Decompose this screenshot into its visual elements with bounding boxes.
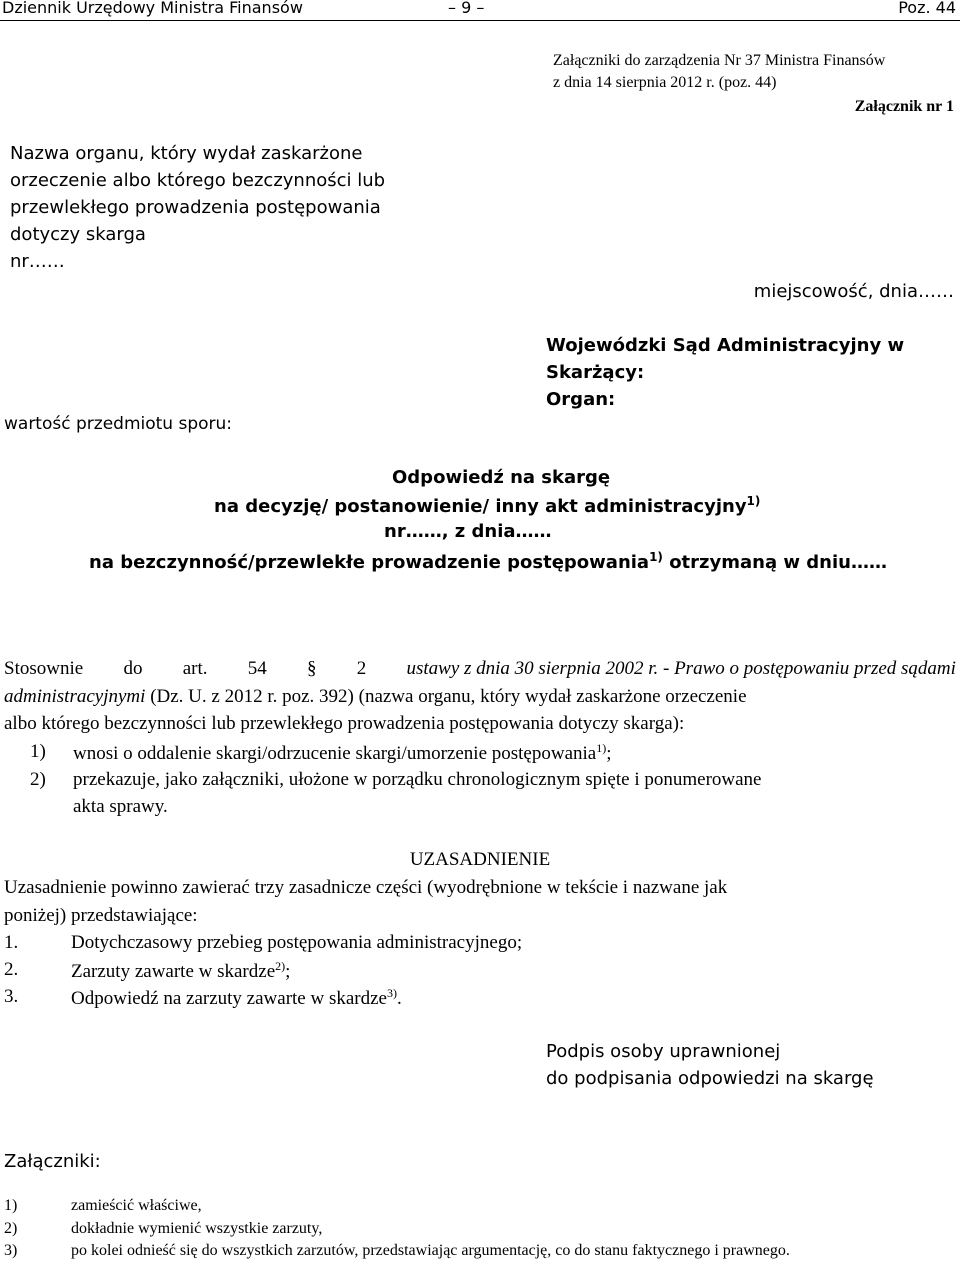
item1-footnote-ref: 1) (596, 741, 607, 755)
attachments-label: Załączniki: (4, 1151, 101, 1172)
header-divider (0, 20, 960, 21)
point2-text (71, 959, 290, 983)
inaction-footnote-ref: 1) (649, 550, 663, 564)
attachment-label: Załącznik nr 1 (854, 98, 954, 115)
justification-intro1: Uzasadnienie powinno zawierać trzy zasadnicze części (wyodrębnione w tekście i nazwane jak (4, 877, 728, 898)
body-line3: albo którego bezczynności lub przewlekłego prowadzenia postępowania dotyczy skarga): (4, 713, 685, 734)
point1-text: Dotychczasowy przebieg postępowania administracyjnego; (71, 932, 523, 953)
word: art. (182, 658, 208, 679)
body-line2 (4, 686, 747, 708)
journal-title: Dziennik Urzędowy Ministra Finansów (2, 0, 303, 17)
item2-number: 2) (30, 769, 46, 790)
word: 2 (356, 658, 367, 679)
footnote2-text: dokładnie wymienić wszystkie zarzuty, (71, 1220, 323, 1237)
point3-footnote-ref: 3) (386, 986, 397, 1000)
complainant-label: Skarżący: (546, 362, 645, 383)
decision-line (214, 494, 760, 517)
inaction-line (89, 550, 887, 573)
item1-label: wnosi o oddalenie skargi/odrzucenie skargi/umorzenie postępowania (73, 743, 597, 764)
item1-number: 1) (30, 741, 46, 762)
point3-text (71, 986, 402, 1010)
item1-text (73, 741, 612, 765)
decision-footnote-ref: 1) (746, 494, 761, 508)
organ-line2: orzeczenie albo którego bezczynności lub (10, 170, 386, 191)
footnote2-number: 2) (4, 1220, 18, 1237)
footnote1-number: 1) (4, 1197, 18, 1214)
point3-end: . (396, 988, 402, 1009)
inaction-line-text: na bezczynność/przewlekłe prowadzenie postępowania (89, 552, 650, 573)
item2-text: przekazuje, jako załączniki, ułożone w porządku chronologicznym spięte i ponumerowane (73, 769, 762, 790)
item1-end: ; (606, 743, 612, 764)
item2-text-cont: akta sprawy. (73, 796, 168, 817)
court-name: Wojewódzki Sąd Administracyjny w (546, 335, 905, 356)
footnote3-number: 3) (4, 1242, 18, 1259)
point3-number: 3. (4, 986, 19, 1007)
organ-line1: Nazwa organu, który wydał zaskarżone (10, 143, 363, 164)
signature-line2: do podpisania odpowiedzi na skargę (546, 1068, 874, 1089)
signature-line1: Podpis osoby uprawnionej (546, 1041, 781, 1062)
organ-label: Organ: (546, 389, 616, 410)
word: 54 (247, 658, 267, 679)
dispute-value-label: wartość przedmiotu sporu: (4, 414, 233, 434)
footnote1-text: zamieścić właściwe, (71, 1197, 202, 1214)
justification-intro2: poniżej) przedstawiające: (4, 905, 198, 926)
attachment-note-line2: z dnia 14 sierpnia 2012 r. (poz. 44) (553, 74, 777, 91)
word: Stosownie (4, 658, 84, 679)
body-line1 (4, 658, 956, 680)
point3-label: Odpowiedź na zarzuty zawarte w skardze (71, 988, 387, 1009)
point2-footnote-ref: 2) (275, 959, 286, 973)
point1-number: 1. (4, 932, 19, 953)
organ-line4: dotyczy skarga (10, 224, 146, 245)
justification-heading: UZASADNIENIE (409, 849, 551, 870)
organ-line3: przewlekłego prowadzenia postępowania (10, 197, 381, 218)
place-date: miejscowość, dnia…… (753, 281, 954, 302)
point2-end: ; (285, 961, 291, 982)
body-line2-text: (Dz. U. z 2012 r. poz. 392) (nazwa organu, który wydał zaskarżone orzeczenie (145, 686, 747, 707)
footnote3-text: po kolei odnieść się do wszystkich zarzutów, przedstawiając argumentację, co do stanu faktycznego i prawnego. (71, 1242, 790, 1259)
attachment-note-line1: Załączniki do zarządzenia Nr 37 Ministra Finansów (553, 52, 886, 69)
inaction-line-end: otrzymaną w dniu…… (662, 552, 887, 573)
number-date-line: nr……, z dnia…… (384, 521, 552, 542)
page-number: – 9 – (448, 0, 485, 17)
statute-name: ustawy z dnia 30 sierpnia 2002 r. - Prawo o postępowaniu przed sądami (406, 658, 956, 679)
organ-line5: nr…… (10, 251, 65, 272)
statute-name-end: administracyjnymi (4, 686, 146, 707)
point2-label: Zarzuty zawarte w skardze (71, 961, 276, 982)
section-sign: § (306, 658, 317, 679)
word: do (123, 658, 143, 679)
decision-line-text: na decyzję/ postanowienie/ inny akt administracyjny (214, 496, 747, 517)
document-title: Odpowiedź na skargę (392, 467, 611, 488)
position-number: Poz. 44 (898, 0, 956, 17)
point2-number: 2. (4, 959, 19, 980)
